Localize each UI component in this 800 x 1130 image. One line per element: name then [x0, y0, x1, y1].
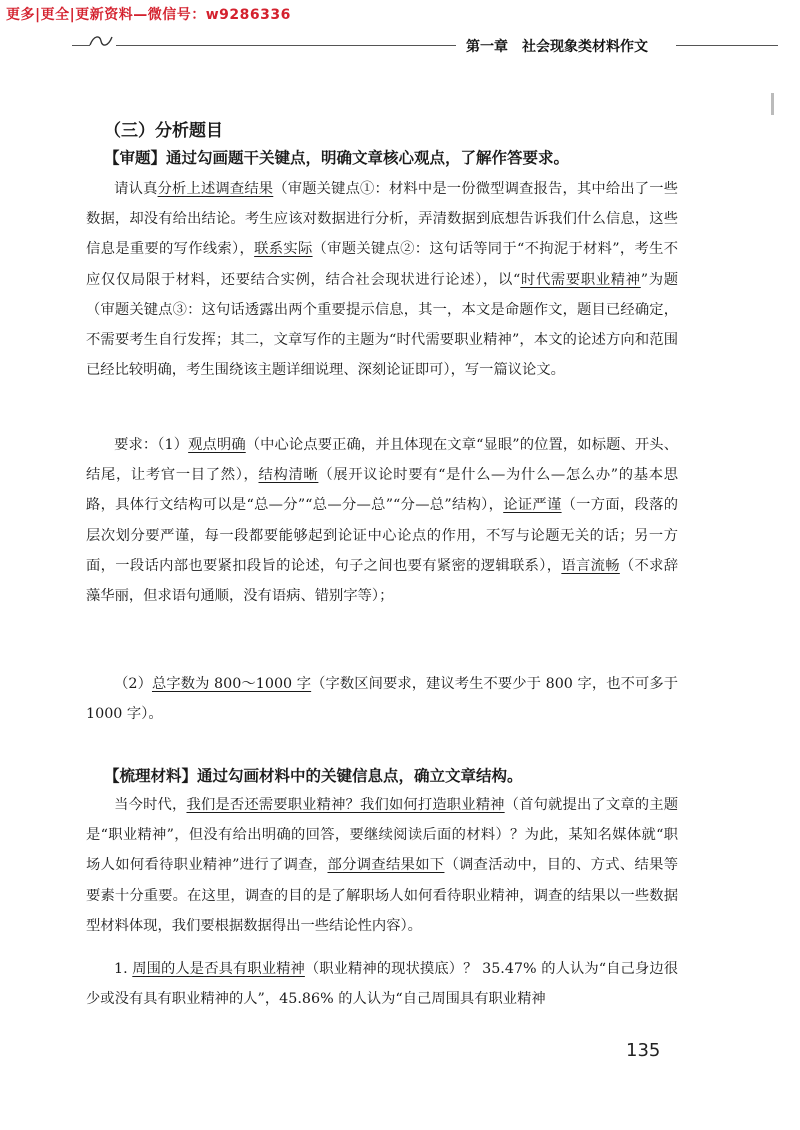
- review-tag: 【审题】: [104, 149, 167, 167]
- sort-lead: 通过勾画材料中的关键信息点，确立文章结构。: [197, 767, 523, 785]
- sort-paragraph-1: [86, 790, 678, 941]
- text-run: 当今时代，: [114, 797, 187, 813]
- sort-paragraph-2: [86, 954, 678, 1014]
- text-run: （字数区间要求，建议考生不要少于 800 字，也不可多于 1000 字）。: [86, 676, 678, 723]
- text-run: 要求：（1）: [114, 437, 189, 453]
- text-run: （首句就提出了文章的主题是“职业精神”，但没有给出明确的回答，要继续阅读后面的材料）？为此，某知名媒体就“职场人如何看待职业精神”进行了调查，: [86, 797, 679, 874]
- key-phrase: 联系实际: [254, 241, 313, 258]
- text-run: 请认真: [114, 181, 158, 197]
- page-number: 135: [626, 1040, 661, 1061]
- decorative-curl-icon: [88, 33, 114, 51]
- key-phrase: 周围的人是否具有职业精神: [132, 961, 305, 977]
- key-phrase: 语言流畅: [561, 557, 620, 574]
- text-run: （审题关键点②：这句话等同于“不拘泥于材料”，考生不应仅仅局限于材料，还要结合实例，结合社会现状进行论述），以“: [86, 241, 678, 288]
- chapter-title: 第一章 社会现象类材料作文: [466, 39, 648, 55]
- key-phrase: 总字数为 800～1000 字: [151, 676, 312, 692]
- text-run: （2）: [114, 676, 152, 692]
- key-phrase: 论证严谨: [503, 497, 562, 514]
- review-paragraph-1: [86, 174, 678, 385]
- text-run: （展开议论时要有“是什么—为什么—怎么办”的基本思路，具体行文结构可以是“总—分”“总—分—总”“分—总”结构），: [86, 467, 678, 514]
- review-paragraph-3: [86, 669, 678, 729]
- key-phrase: 分析上述调查结果: [157, 181, 274, 197]
- sort-heading: [104, 764, 523, 786]
- review-heading: [104, 146, 569, 168]
- text-run: （中心论点要正确，并且体现在文章“显眼”的位置，如标题、开头、结尾，让考官一目了然），: [86, 437, 678, 484]
- text-run: （审题关键点①：材料中是一份微型调查报告，其中给出了一些数据，却没有给出结论。考生应该对数据进行分析，弄清数据到底想告诉我们什么信息，这些信息是重要的写作线索），: [86, 181, 679, 258]
- section-title: （三）分析题目: [104, 121, 223, 141]
- key-phrase: 部分调查结果如下: [327, 857, 445, 874]
- watermark-text: 更多|更全|更新资料—微信号：w9286336: [6, 7, 291, 23]
- header-rule-right: [676, 45, 778, 46]
- header-rule-middle: [116, 45, 456, 46]
- text-run: （职业精神的现状摸底）？ 35.47% 的人认为“自己身边很少或没有具有职业精神的人”，45.86% 的人认为“自己周围具有职业精神: [86, 961, 678, 1008]
- key-phrase: 观点明确: [188, 437, 246, 453]
- review-paragraph-2: [86, 430, 678, 611]
- text-run: 1.: [114, 961, 133, 977]
- margin-mark: [771, 93, 774, 115]
- key-phrase: 时代需要职业精神: [520, 271, 641, 288]
- text-run: （不求辞藻华丽，但求语句通顺，没有语病、错别字等）；: [86, 557, 678, 605]
- text-run: （调查活动中，目的、方式、结果等要素十分重要。在这里，调查的目的是了解职场人如何看待职业精神，调查的结果以一些数据型材料体现，我们要根据数据得出一些结论性内容）。: [86, 857, 679, 934]
- key-phrase: 我们是否还需要职业精神？我们如何打造职业精神: [186, 797, 505, 813]
- review-lead: 通过勾画题干关键点，明确文章核心观点，了解作答要求。: [166, 149, 570, 167]
- text-run: ”为题（审题关键点③：这句话透露出两个重要提示信息，其一，本文是命题作文，题目已经确定，不需要考生自行发挥；其二，文章写作的主题为“时代需要职业精神”，本文的论述方向和范围已经比较明确，考生围绕该主题详细说理、深刻论证即可），写一篇议论文。: [86, 271, 679, 379]
- key-phrase: 结构清晰: [258, 467, 319, 484]
- text-run: （一方面，段落的层次划分要严谨，每一段都要能够起到论证中心论点的作用，不写与论题无关的话；另一方面，一段话内部也要紧扣段旨的论述，句子之间也要有紧密的逻辑联系），: [86, 497, 679, 574]
- sort-tag: 【梳理材料】: [104, 767, 198, 785]
